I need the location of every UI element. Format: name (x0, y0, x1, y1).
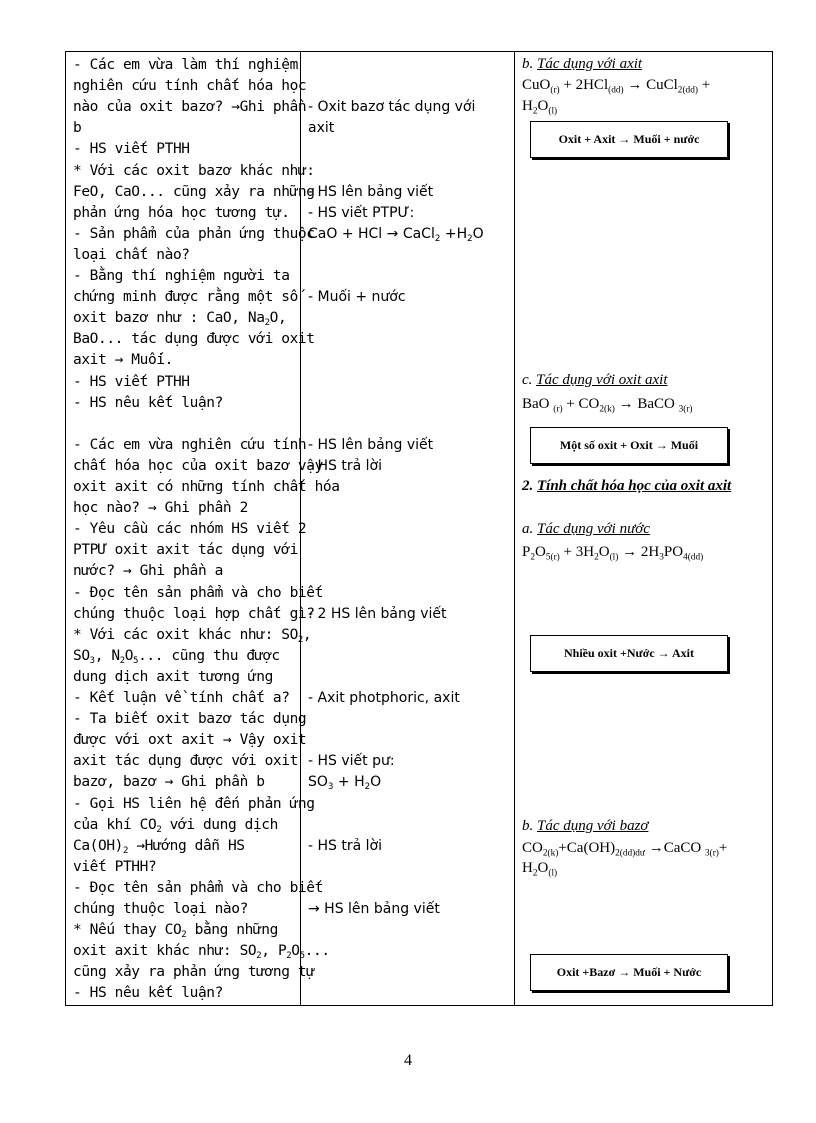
rule-box: Nhiều oxit +Nước → Axit (530, 635, 728, 672)
teacher-text-line: - HS viết PTHH (73, 373, 190, 390)
teacher-text-line: - Kết luận về tính chất a? (73, 690, 290, 706)
teacher-text-line: - Ta biết oxit bazơ tác dụng (73, 711, 307, 728)
page-number: 4 (404, 1052, 412, 1069)
teacher-text-line: $SO_3$, $N_2O_5$... cũng thu được (73, 647, 280, 666)
teacher-text-line: - Đọc tên sản phẩm và cho biết (73, 879, 323, 896)
student-text-line: - HS viết pư: (308, 753, 395, 770)
column-divider (514, 52, 515, 1005)
teacher-text-line: dung dịch axit tương ứng (73, 668, 273, 685)
content-text-line: CuO$_{(r)}$ + 2HCl$_{(dd)}$ → CuCl$_{2(dd)}$ + (522, 77, 711, 96)
content-text-line: BaO $_{(r)} + CO_{2(k)}$ → BaCO $_{3(r)}$ (522, 396, 693, 415)
student-text-line: - HS trả lời (308, 457, 382, 474)
content-text-line: b. Tác dụng với axit (522, 56, 643, 72)
teacher-text-line: FeO, CaO... cũng xảy ra những (73, 183, 315, 200)
teacher-text-line: - HS nêu kết luận? (73, 985, 223, 1002)
student-activity-column (308, 52, 508, 1005)
content-text-line: c. Tác dụng với oxit axit (522, 372, 668, 388)
teacher-text-line: - Đọc tên sản phẩm và cho biết (73, 584, 323, 601)
content-text-line: a. Tác dụng với nước (522, 521, 650, 537)
teacher-text-line: BaO... tác dụng được với oxit (73, 331, 315, 348)
teacher-text-line: phản ứng hóa học tương tự. (73, 204, 290, 221)
content-text-line: $P_2O_{5(r)} + 3H_2O_{(l)} \to 2H_3PO_{4(dd)}$ (522, 544, 704, 563)
teacher-text-line: axit → Muối. (73, 352, 173, 369)
content-text-line: $CO_{2(k)}+Ca(OH)_{2(dd)dư}$ →CaCO $_{3(r)}$+ (522, 840, 728, 859)
student-text-line: - Axit photphoric, axit (308, 690, 460, 706)
lesson-table (65, 51, 773, 1006)
student-text-line: - HS lên bảng viết (308, 436, 434, 453)
teacher-text-line: b (73, 120, 82, 137)
content-text-line: 2. Tính chất hóa học của oxit axit (522, 478, 732, 494)
teacher-text-line: chứng minh được rằng một số (73, 289, 298, 306)
student-text-line: axit (308, 120, 335, 137)
teacher-text-line: - Sản phẩm của phản ứng thuộc (73, 225, 315, 242)
rule-box: Oxit + Axit → Muối + nước (530, 121, 728, 158)
teacher-text-line: chất hóa học của oxit bazơ vậy (73, 457, 323, 474)
teacher-activity-column (73, 52, 340, 1005)
teacher-text-line: bazơ, bazơ → Ghi phần b (73, 774, 265, 791)
student-text-line: - Muối + nước (308, 289, 406, 306)
teacher-text-line: - Yêu cầu các nhóm HS viết 2 (73, 521, 307, 538)
student-text-line: - HS viết PTPƯ: (308, 204, 415, 221)
teacher-text-line: nước? → Ghi phần a (73, 563, 223, 580)
teacher-text-line: $Ca(OH)_2$ →Hướng dẫn HS (73, 837, 245, 856)
teacher-text-line: PTPƯ oxit axit tác dụng với (73, 542, 298, 559)
student-text-line: → HS lên bảng viết (308, 901, 440, 917)
student-text-line: CaO + HCl → CaCl$_2$ $+H_2O$ (308, 225, 484, 244)
teacher-text-line: cũng xảy ra phản ứng tương tự (73, 964, 315, 981)
rule-box: Một số oxit + Oxit → Muối (530, 427, 728, 464)
teacher-text-line: chúng thuộc loại hợp chất gì? (73, 605, 315, 622)
student-text-line: $SO_3 + H_2O$ (308, 774, 382, 793)
teacher-text-line: - Các em vừa làm thí nghiệm (73, 57, 298, 73)
content-column (522, 52, 772, 1005)
teacher-text-line: loại chất nào? (73, 246, 190, 263)
student-text-line: - Oxit bazơ tác dụng với (308, 99, 476, 116)
teacher-text-line: oxit axit khác như: $SO_2$, $P_2O_5$... (73, 943, 330, 962)
teacher-text-line: oxit axit có những tính chất hóa (73, 479, 340, 495)
teacher-text-line: - HS nêu kết luận? (73, 394, 223, 411)
student-text-line: - 2 HS lên bảng viết (308, 605, 447, 622)
teacher-text-line: được với oxt axit → Vậy oxit (73, 732, 307, 749)
teacher-text-line: * Với các oxit khác như: $SO_2$, (73, 626, 312, 645)
teacher-text-line: - Gọi HS liên hệ đến phản ứng (73, 795, 315, 812)
teacher-text-line: - Các em vừa nghiên cứu tính (73, 436, 307, 453)
student-text-line: - HS lên bảng viết (308, 183, 434, 200)
rule-box: Oxit +Bazơ → Muối + Nước (530, 954, 728, 991)
teacher-text-line: của khí $CO_2$ với dung dịch (73, 816, 278, 835)
teacher-text-line: * Nếu thay $CO_2$ bằng những (73, 922, 278, 941)
teacher-text-line: học nào? → Ghi phần 2 (73, 500, 248, 517)
teacher-text-line: axit tác dụng được với oxit (73, 753, 298, 770)
teacher-text-line: oxit bazơ như : CaO, $Na_2O$, (73, 310, 287, 329)
teacher-text-line: chúng thuộc loại nào? (73, 901, 248, 917)
content-text-line: $H_2O_{(l)}$ (522, 98, 558, 117)
content-text-line: $H_2O_{(l)}$ (522, 860, 558, 879)
teacher-text-line: - HS viết PTHH (73, 141, 190, 158)
teacher-text-line: nào của oxit bazơ? →Ghi phần (73, 99, 307, 116)
content-text-line: b. Tác dụng với bazơ (522, 818, 649, 834)
teacher-text-line: nghiên cứu tính chất hóa học (73, 78, 307, 95)
teacher-text-line: viết PTHH? (73, 858, 157, 875)
student-text-line: - HS trả lời (308, 837, 382, 854)
teacher-text-line: - Bằng thí nghiệm người ta (73, 268, 290, 284)
teacher-text-line: * Với các oxit bazơ khác như: (73, 162, 315, 179)
